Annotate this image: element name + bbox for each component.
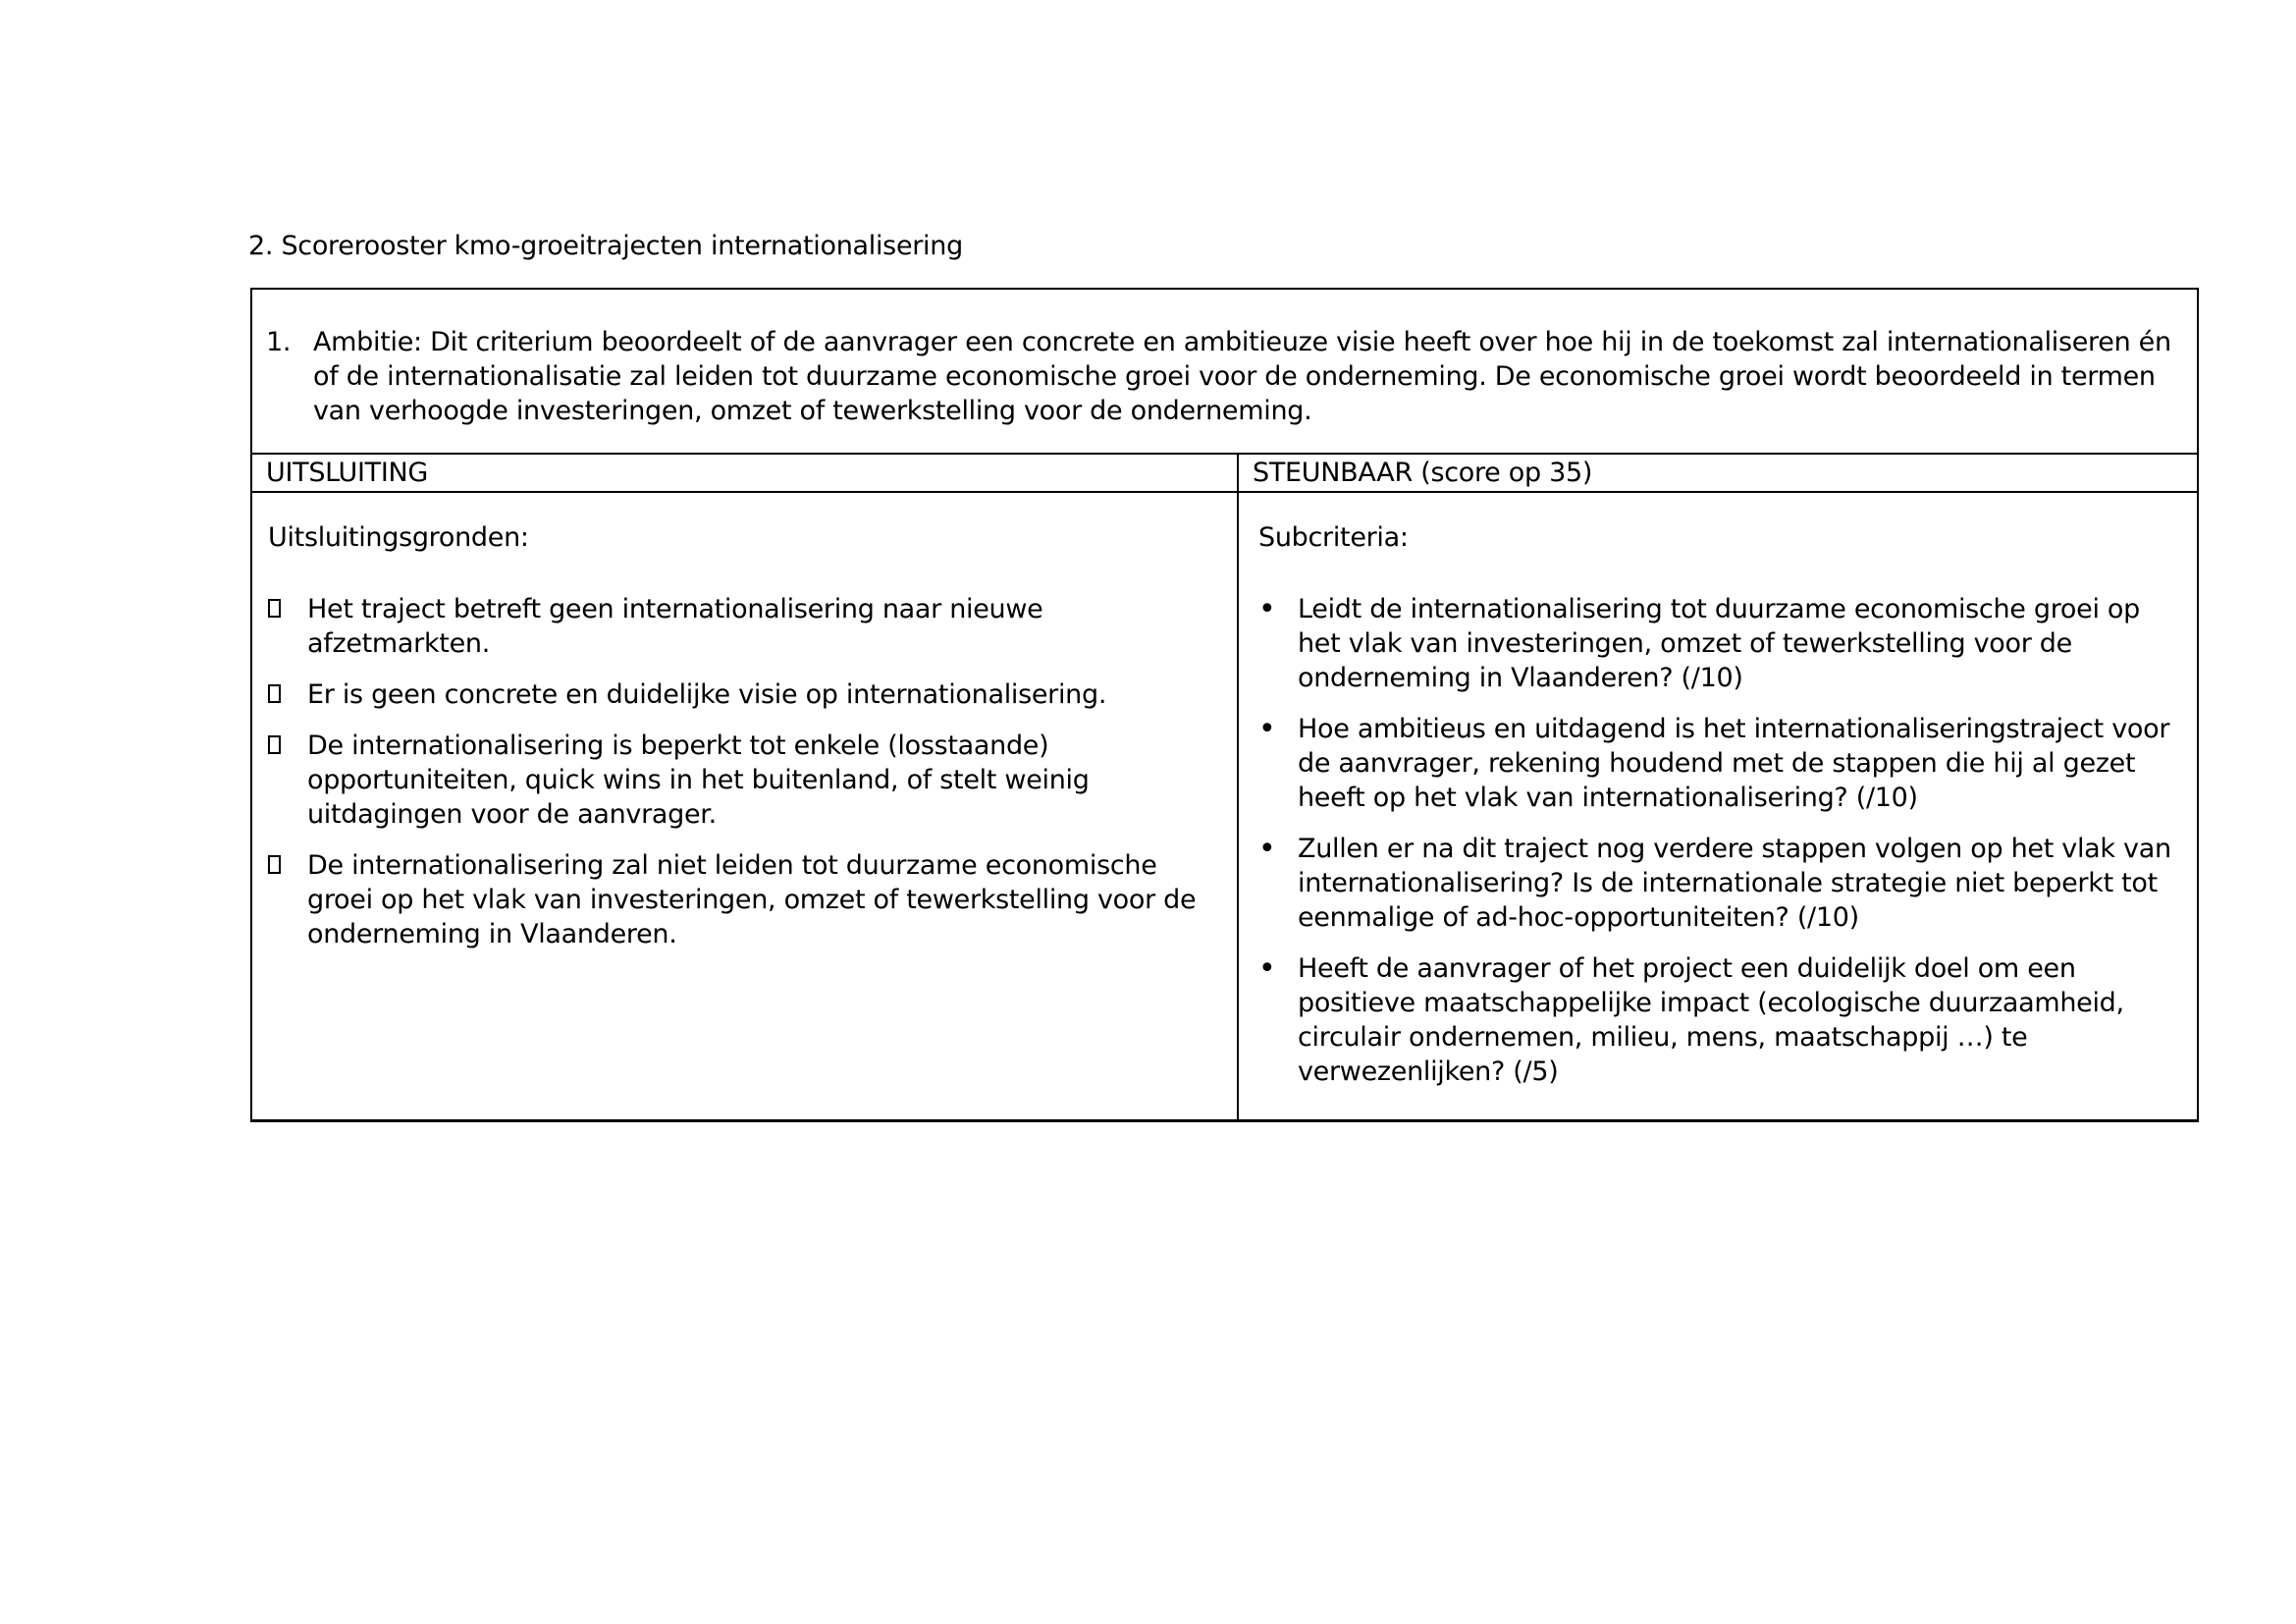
list-item: [268, 592, 1219, 661]
checkbox-bullet-icon: [268, 848, 307, 883]
list-item: [1258, 592, 2187, 695]
page-title: 2. Scorerooster kmo-groeitrajecten internationalisering: [248, 231, 963, 261]
dot-bullet-icon: •: [1258, 712, 1276, 746]
dot-bullet-icon: •: [1258, 592, 1276, 626]
score-table: [250, 288, 2199, 1122]
list-item-text: De internationalisering zal niet leiden tot duurzame economische groei op het vlak van investeringen, omzet of tewerkstelling voor de onderneming in Vlaanderen.: [307, 850, 1197, 949]
checkbox-bullet-icon: [268, 592, 307, 626]
dot-bullet-icon: •: [1258, 951, 1276, 986]
list-item-text: Hoe ambitieus en uitdagend is het internationaliseringstraject voor de aanvrager, rekening houdend met de stappen die hij al gezet heeft op het vlak van internationalisering? (/10): [1298, 714, 2170, 813]
list-item: [1258, 832, 2187, 935]
list-item-text: Het traject betreft geen internationalisering naar nieuwe afzetmarkten.: [307, 594, 1043, 659]
uitsluiting-cell: [252, 493, 1239, 1119]
column-header-uitsluiting: UITSLUITING: [252, 455, 1239, 491]
checkbox-bullet-icon: [268, 729, 307, 763]
list-item-text: Heeft de aanvrager of het project een duidelijk doel om een positieve maatschappelijke impact (ecologische duurzaamheid, circulair ondernemen, milieu, mens, maatschappij …) te verwezenlijken? (/5): [1298, 953, 2124, 1087]
column-header-steunbaar: STEUNBAAR (score op 35): [1253, 458, 1593, 488]
list-item: [268, 729, 1219, 832]
list-item-text: Er is geen concrete en duidelijke visie op internationalisering.: [307, 679, 1107, 710]
checkbox-bullet-icon: [268, 677, 307, 712]
criterion-number: 1.: [266, 327, 292, 357]
table-header-row: [252, 455, 2197, 493]
list-item-text: De internationalisering is beperkt tot enkele (losstaande) opportuniteiten, quick wins in het buitenland, of stelt weinig uitdagingen voor de aanvrager.: [307, 731, 1090, 830]
dot-bullet-icon: •: [1258, 832, 1276, 866]
list-item: [1258, 712, 2187, 815]
criterion-text: Ambitie: Dit criterium beoordeelt of de aanvrager een concrete en ambitieuze visie heeft over hoe hij in de toekomst zal internationaliseren én of de internationalisatie zal leiden tot duurzame economische groei voor de onderneming. De economische groei wordt beoordeeld in termen van verhoogde investeringen, omzet of tewerkstelling voor de onderneming.: [313, 327, 2171, 426]
table-body-row: [252, 493, 2197, 1119]
list-item: [1258, 951, 2187, 1089]
list-item: [268, 677, 1219, 712]
criterion-row: [252, 290, 2197, 455]
list-item-text: Zullen er na dit traject nog verdere stappen volgen op het vlak van internationalisering? Is de internationale strategie niet beperkt tot eenmalige of ad-hoc-opportuniteiten? (/10): [1298, 834, 2171, 933]
uitsluiting-heading: Uitsluitingsgronden:: [268, 522, 529, 553]
steunbaar-cell: [1239, 493, 2197, 1119]
list-item: [268, 848, 1219, 951]
list-item-text: Leidt de internationalisering tot duurzame economische groei op het vlak van investeringen, omzet of tewerkstelling voor de onderneming in Vlaanderen? (/10): [1298, 594, 2140, 693]
subcriteria-heading: Subcriteria:: [1258, 522, 1409, 553]
